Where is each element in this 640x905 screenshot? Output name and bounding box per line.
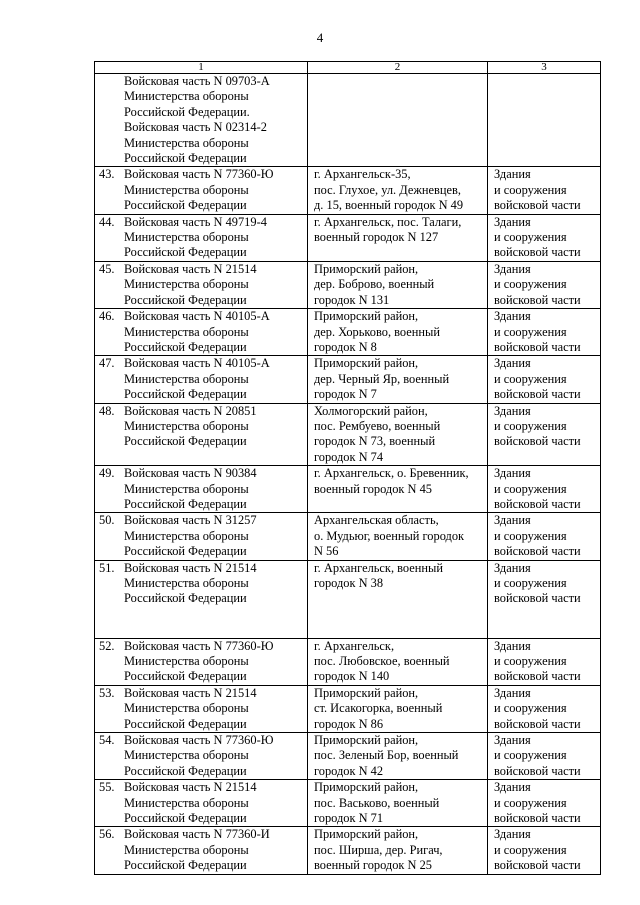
unit-line: Российской Федерации <box>124 387 247 402</box>
unit-line: Войсковая часть N 77360-Ю <box>124 733 274 748</box>
cell-address <box>308 74 488 167</box>
cell-address <box>308 780 488 827</box>
description-line: Здания <box>494 733 531 748</box>
description-line: и сооружения <box>494 324 567 339</box>
address-line: г. Архангельск, военный <box>314 560 443 575</box>
description-line: войсковой части <box>494 858 581 873</box>
description-line: Здания <box>494 403 531 418</box>
description-line: и сооружения <box>494 795 567 810</box>
address-line: пос. Рембуево, военный <box>314 418 441 433</box>
unit-line: Российской Федерации <box>124 716 247 731</box>
row-number: 45. <box>99 261 115 276</box>
cell-unit <box>95 261 308 308</box>
row-number: 46. <box>99 309 115 324</box>
cell-description <box>488 780 601 827</box>
table-header-row <box>95 62 601 74</box>
cell-description <box>488 827 601 874</box>
cell-description <box>488 309 601 356</box>
address-line: городок N 73, военный <box>314 434 436 449</box>
description-line: и сооружения <box>494 418 567 433</box>
unit-line: Войсковая часть N 40105-А <box>124 356 270 371</box>
cell-unit <box>95 685 308 732</box>
cell-unit <box>95 780 308 827</box>
description-line: войсковой части <box>494 716 581 731</box>
unit-line: Министерства обороны <box>124 576 249 590</box>
address-line: военный городок N 45 <box>314 481 432 496</box>
cell-address <box>308 685 488 732</box>
address-line: Приморский район, <box>314 356 419 371</box>
cell-address <box>308 309 488 356</box>
cell-unit <box>95 638 308 685</box>
address-line: Приморский район, <box>314 827 419 842</box>
address-line: пос. Зеленый Бор, военный <box>314 748 459 763</box>
address-line: д. 15, военный городок N 49 <box>314 198 464 213</box>
table-row <box>95 733 601 780</box>
cell-unit <box>95 167 308 214</box>
unit-line <box>124 607 307 622</box>
unit-line: Российской Федерации <box>124 858 247 873</box>
unit-line: Российской Федерации <box>124 245 247 260</box>
table-row <box>95 261 601 308</box>
objects-table <box>94 61 601 875</box>
table-row <box>95 403 601 466</box>
cell-unit <box>95 733 308 780</box>
unit-line: Войсковая часть N 90384 <box>124 466 257 481</box>
unit-line: Войсковая часть N 21514 <box>124 560 257 575</box>
header-col-2: 2 <box>308 62 488 74</box>
address-line: городок N 71 <box>314 811 384 826</box>
cell-description <box>488 403 601 466</box>
address-line: городок N 7 <box>314 387 377 402</box>
address-line: дер. Боброво, военный <box>314 277 435 292</box>
table-row <box>95 513 601 560</box>
unit-line: Войсковая часть N 77360-И <box>124 827 270 842</box>
row-number: 54. <box>99 733 115 748</box>
description-line: Здания <box>494 827 531 842</box>
table-row <box>95 309 601 356</box>
description-line: Здания <box>494 309 531 324</box>
description-line: и сооружения <box>494 701 567 716</box>
description-line: и сооружения <box>494 654 567 668</box>
unit-line: Войсковая часть N 49719-4 <box>124 214 267 229</box>
header-col-1: 1 <box>95 62 308 74</box>
table-row <box>95 167 601 214</box>
table-body <box>95 62 601 875</box>
unit-line: Министерства обороны <box>124 654 249 668</box>
address-line: пос. Ширша, дер. Ригач, <box>314 842 443 857</box>
unit-line: Войсковая часть N 21514 <box>124 685 257 700</box>
unit-line: Министерства обороны <box>124 230 249 245</box>
row-number: 44. <box>99 214 115 229</box>
cell-description <box>488 560 601 638</box>
address-line: городок N 74 <box>314 449 384 464</box>
cell-address <box>308 403 488 466</box>
cell-unit <box>95 309 308 356</box>
unit-line: Российской Федерации <box>124 544 247 559</box>
address-line: городок N 42 <box>314 763 384 778</box>
unit-line: Министерства обороны <box>124 418 249 433</box>
cell-unit <box>95 560 308 638</box>
address-line: Архангельская область, <box>314 513 439 528</box>
address-line: Приморский район, <box>314 733 419 748</box>
description-line: и сооружения <box>494 182 567 197</box>
description-line: Здания <box>494 356 531 371</box>
row-number: 53. <box>99 685 115 700</box>
unit-line: Министерства обороны <box>124 481 249 496</box>
table-row <box>95 560 601 638</box>
address-line: о. Мудьюг, военный городок <box>314 528 465 543</box>
cell-address <box>308 167 488 214</box>
table-row <box>95 356 601 403</box>
unit-line: Войсковая часть N 77360-Ю <box>124 167 274 182</box>
unit-line: Российской Федерации <box>124 669 247 684</box>
cell-address <box>308 560 488 638</box>
address-line: городок N 8 <box>314 339 377 354</box>
address-line: N 56 <box>314 544 339 559</box>
unit-line: Российской Федерации <box>124 591 247 606</box>
row-number: 43. <box>99 167 115 182</box>
description-line: и сооружения <box>494 230 567 245</box>
description-line: войсковой части <box>494 496 581 511</box>
unit-line: Министерства обороны <box>124 701 249 716</box>
address-line: пос. Глухое, ул. Дежневцев, <box>314 182 461 197</box>
unit-line: Министерства обороны <box>124 135 249 150</box>
cell-unit <box>95 214 308 261</box>
cell-description <box>488 261 601 308</box>
description-line: и сооружения <box>494 371 567 386</box>
table-row <box>95 214 601 261</box>
address-line: пос. Любовское, военный <box>314 654 450 668</box>
address-line: дер. Черный Яр, военный <box>314 371 450 386</box>
unit-line: Министерства обороны <box>124 182 249 197</box>
description-line: Здания <box>494 261 531 276</box>
description-line: войсковой части <box>494 198 581 213</box>
description-line: Здания <box>494 466 531 481</box>
row-number: 50. <box>99 513 115 528</box>
description-line: и сооружения <box>494 481 567 496</box>
address-line: Холмогорский район, <box>314 403 428 418</box>
page-number: 4 <box>316 30 324 45</box>
unit-line: Министерства обороны <box>124 795 249 810</box>
description-line: Здания <box>494 513 531 528</box>
description-line: Здания <box>494 685 531 700</box>
unit-line: Войсковая часть N 21514 <box>124 780 257 795</box>
cell-address <box>308 261 488 308</box>
description-line: войсковой части <box>494 544 581 559</box>
row-number: 47. <box>99 356 115 371</box>
cell-description <box>488 214 601 261</box>
unit-line: Российской Федерации. <box>124 104 250 119</box>
address-line: Приморский район, <box>314 685 419 700</box>
row-number: 49. <box>99 466 115 481</box>
cell-unit <box>95 403 308 466</box>
unit-line: Войсковая часть N 21514 <box>124 261 257 276</box>
unit-line: Министерства обороны <box>124 277 249 292</box>
address-line: Приморский район, <box>314 309 419 324</box>
table-row <box>95 685 601 732</box>
description-line: и сооружения <box>494 576 567 590</box>
description-line: и сооружения <box>494 528 567 543</box>
cell-unit <box>95 74 308 167</box>
unit-line: Министерства обороны <box>124 842 249 857</box>
description-line: войсковой части <box>494 292 581 307</box>
description-line: Здания <box>494 560 531 575</box>
cell-address <box>308 214 488 261</box>
address-line: Приморский район, <box>314 261 419 276</box>
cell-unit <box>95 513 308 560</box>
unit-line: Войсковая часть N 09703-А <box>124 74 270 88</box>
cell-description <box>488 733 601 780</box>
description-line: войсковой части <box>494 245 581 260</box>
address-line: г. Архангельск, о. Бревенник, <box>314 466 469 481</box>
address-line: г. Архангельск-35, <box>314 167 411 182</box>
table-row <box>95 638 601 685</box>
unit-line: Министерства обороны <box>124 528 249 543</box>
cell-address <box>308 356 488 403</box>
row-number: 55. <box>99 780 115 795</box>
row-number: 52. <box>99 638 115 653</box>
description-line: войсковой части <box>494 811 581 826</box>
unit-line <box>124 622 307 637</box>
cell-description <box>488 685 601 732</box>
cell-address <box>308 638 488 685</box>
row-number: 51. <box>99 560 115 575</box>
address-line: городок N 38 <box>314 576 384 590</box>
unit-line: Российской Федерации <box>124 811 247 826</box>
address-line: городок N 86 <box>314 716 384 731</box>
unit-line: Российской Федерации <box>124 763 247 778</box>
cell-unit <box>95 356 308 403</box>
cell-description <box>488 167 601 214</box>
unit-line: Войсковая часть N 77360-Ю <box>124 638 274 653</box>
description-line: Здания <box>494 167 531 182</box>
address-line: ст. Исакогорка, военный <box>314 701 443 716</box>
address-line: пос. Васьково, военный <box>314 795 440 810</box>
description-line: войсковой части <box>494 339 581 354</box>
cell-unit <box>95 466 308 513</box>
description-line: Здания <box>494 214 531 229</box>
table-row <box>95 466 601 513</box>
description-line: и сооружения <box>494 842 567 857</box>
row-number: 48. <box>99 403 115 418</box>
address-line: г. Архангельск, пос. Талаги, <box>314 214 462 229</box>
unit-line: Российской Федерации <box>124 151 247 166</box>
description-line: Здания <box>494 780 531 795</box>
unit-line: Российской Федерации <box>124 292 247 307</box>
description-line: и сооружения <box>494 277 567 292</box>
unit-line: Войсковая часть N 02314-2 <box>124 120 267 135</box>
address-line: дер. Хорьково, военный <box>314 324 440 339</box>
unit-line: Министерства обороны <box>124 324 249 339</box>
unit-line: Российской Федерации <box>124 434 247 449</box>
unit-line: Российской Федерации <box>124 198 247 213</box>
table-row <box>95 780 601 827</box>
description-line: и сооружения <box>494 748 567 763</box>
row-number <box>95 74 122 166</box>
description-line: войсковой части <box>494 669 581 684</box>
cell-description <box>488 513 601 560</box>
cell-description <box>488 74 601 167</box>
address-line: военный городок N 25 <box>314 858 432 873</box>
address-line: военный городок N 127 <box>314 230 439 245</box>
unit-line: Министерства обороны <box>124 748 249 763</box>
description-line: Здания <box>494 638 531 653</box>
description-line: войсковой части <box>494 591 581 606</box>
cell-address <box>308 827 488 874</box>
description-line: войсковой части <box>494 763 581 778</box>
unit-line: Войсковая часть N 40105-А <box>124 309 270 324</box>
unit-line: Российской Федерации <box>124 496 247 511</box>
cell-address <box>308 466 488 513</box>
description-line: войсковой части <box>494 387 581 402</box>
unit-line: Министерства обороны <box>124 371 249 386</box>
table-row <box>95 827 601 874</box>
unit-line: Войсковая часть N 31257 <box>124 513 257 528</box>
address-line: г. Архангельск, <box>314 638 395 653</box>
description-line: войсковой части <box>494 434 581 449</box>
unit-line: Войсковая часть N 20851 <box>124 403 257 418</box>
header-col-3: 3 <box>488 62 601 74</box>
unit-line: Российской Федерации <box>124 339 247 354</box>
cell-address <box>308 733 488 780</box>
table-row <box>95 74 601 167</box>
cell-description <box>488 356 601 403</box>
cell-description <box>488 638 601 685</box>
address-line: городок N 140 <box>314 669 390 684</box>
address-line: Приморский район, <box>314 780 419 795</box>
address-line: городок N 131 <box>314 292 390 307</box>
cell-address <box>308 513 488 560</box>
cell-unit <box>95 827 308 874</box>
row-number: 56. <box>99 827 115 842</box>
unit-line: Министерства обороны <box>124 89 249 104</box>
cell-description <box>488 466 601 513</box>
